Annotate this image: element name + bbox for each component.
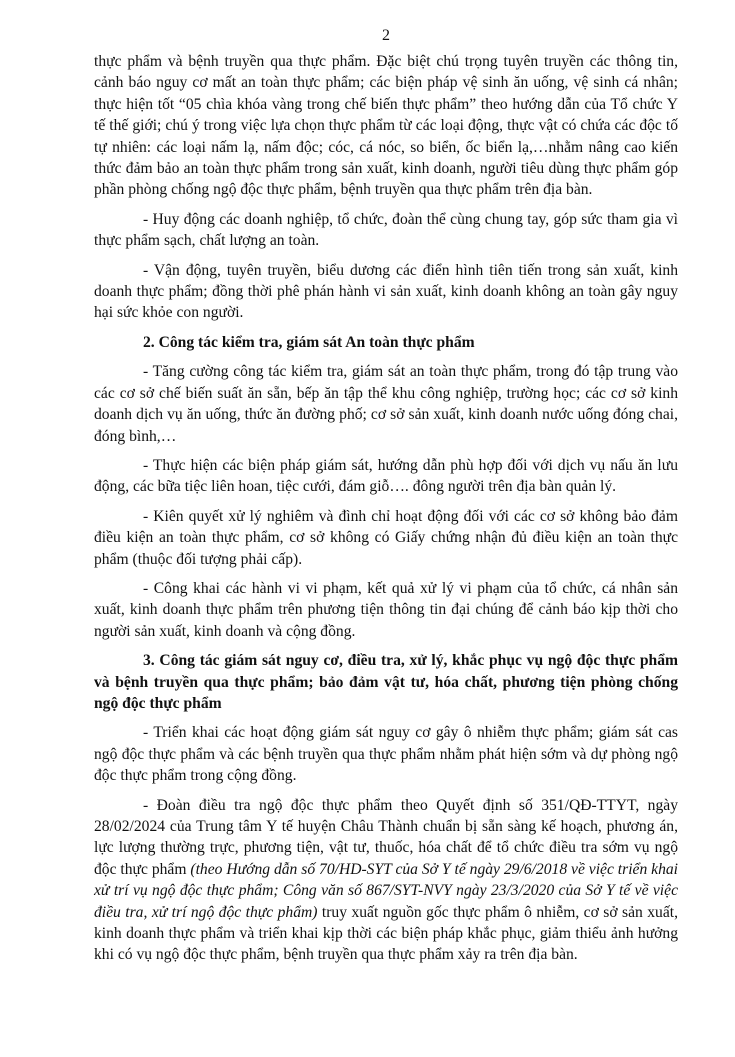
paragraph-risk-monitoring: - Triển khai các hoạt động giám sát nguy cơ gây ô nhiễm thực phẩm; giám sát cas ngộ độc thực phẩm và các bệnh truyền qua thực phẩm nhằm phát hiện sớm và dự phòng ngộ độc thực phẩm trong cộng đồng. [94,724,678,785]
paragraph-continued: thực phẩm và bệnh truyền qua thực phẩm. Đặc biệt chú trọng tuyên truyền các thông tin, cảnh báo nguy cơ mất an toàn thực phẩm; các biện pháp vệ sinh ăn uống, vệ sinh cá nhân; thực hiện tốt “05 chìa khóa vàng trong chế biến thực phẩm” theo hướng dẫn của Tổ chức Y tế thế giới; chú ý trong việc lựa chọn thực phẩm từ các loại động, thực vật có chứa các độc tố tự nhiên: các loại nấm lạ, nấm độc; cóc, cá nóc, so biển, ốc biển lạ,…nhằm nâng cao kiến thức đảm bảo an toàn thực phẩm trong sản xuất, kinh doanh, người tiêu dùng thực phẩm góp phần phòng chống ngộ độc thực phẩm, bệnh truyền qua thực phẩm trên địa bàn. [94,53,678,199]
investigation-text-start: - Đoàn điều tra ngộ độc thực phẩm theo Quyết định số 351/QĐ-TTYT, ngày 28/02/2024 của Trung tâm Y tế huyện Châu Thành chuẩn bị sẵn sàng kế hoạch, phương án, lực lượng thường trực, phương tiện, vật tư, thuốc, hóa chất để tổ chức điều tra sớm vụ ngộ độc thực phẩm [94,796,678,878]
document-page [94,26,678,974]
section-heading-2: 2. Công tác kiểm tra, giám sát An toàn thực phẩm [143,333,475,351]
page-number: 2 [382,27,390,44]
paragraph-mobilize-businesses: - Huy động các doanh nghiệp, tổ chức, đoàn thể cùng chung tay, góp sức tham gia vì thực phẩm sạch, chất lượng an toàn. [94,210,678,250]
investigation-text-end: truy xuất nguồn gốc thực phẩm ô nhiễm, cơ sở sản xuất, kinh doanh thực phẩm và triển khai kịp thời các biện pháp khắc phục, giảm thiểu ảnh hưởng khi có vụ ngộ độc thực phẩm, bệnh truyền qua thực phẩm xảy ra trên địa bàn. [94,903,678,964]
paragraph-investigation-team [94,795,678,966]
paragraph-strict-handling: - Kiên quyết xử lý nghiêm và đình chỉ hoạt động đối với các cơ sở không bảo đảm điều kiện an toàn thực phẩm, cơ sở không có Giấy chứng nhận đủ điều kiện an toàn thực phẩm (thuộc đối tượng phải cấp). [94,507,678,568]
paragraph-supervision-measures: - Thực hiện các biện pháp giám sát, hướng dẫn phù hợp đối với dịch vụ nấu ăn lưu động, các bữa tiệc liên hoan, tiệc cưới, đám giỗ…. đông người trên địa bàn quản lý. [94,456,678,496]
paragraph-public-violations: - Công khai các hành vi vi phạm, kết quả xử lý vi phạm của tổ chức, cá nhân sản xuất, kinh doanh thực phẩm trên phương tiện thông tin đại chúng để cảnh báo kịp thời cho người sản xuất, kinh doanh và cộng đồng. [94,579,678,640]
investigation-guidance-reference: (theo Hướng dẫn số 70/HD-SYT của Sở Y tế ngày 29/6/2018 về việc triển khai xử trí vụ ngộ độc thực phẩm; Công văn số 867/SYT-NVY ngày 23/3/2020 của Sở Y tế về việc điều tra, xử trí ngộ độc thực phẩm) [94,860,678,921]
paragraph-strengthen-inspection: - Tăng cường công tác kiểm tra, giám sát an toàn thực phẩm, trong đó tập trung vào các cơ sở chế biến suất ăn sẵn, bếp ăn tập thể khu công nghiệp, trường học; các cơ sở kinh doanh dịch vụ ăn uống, thức ăn đường phố; cơ sở sản xuất, kinh doanh nước uống đóng chai, đóng bình,… [94,363,678,445]
paragraph-advocacy: - Vận động, tuyên truyền, biểu dương các điển hình tiên tiến trong sản xuất, kinh doanh thực phẩm; đồng thời phê phán hành vi sản xuất, kinh doanh không an toàn gây nguy hại sức khỏe con người. [94,261,678,322]
section-heading-3: 3. Công tác giám sát nguy cơ, điều tra, xử lý, khắc phục vụ ngộ độc thực phẩm và bệnh truyền qua thực phẩm; bảo đảm vật tư, hóa chất, phương tiện phòng chống ngộ độc thực phẩm [94,652,678,712]
